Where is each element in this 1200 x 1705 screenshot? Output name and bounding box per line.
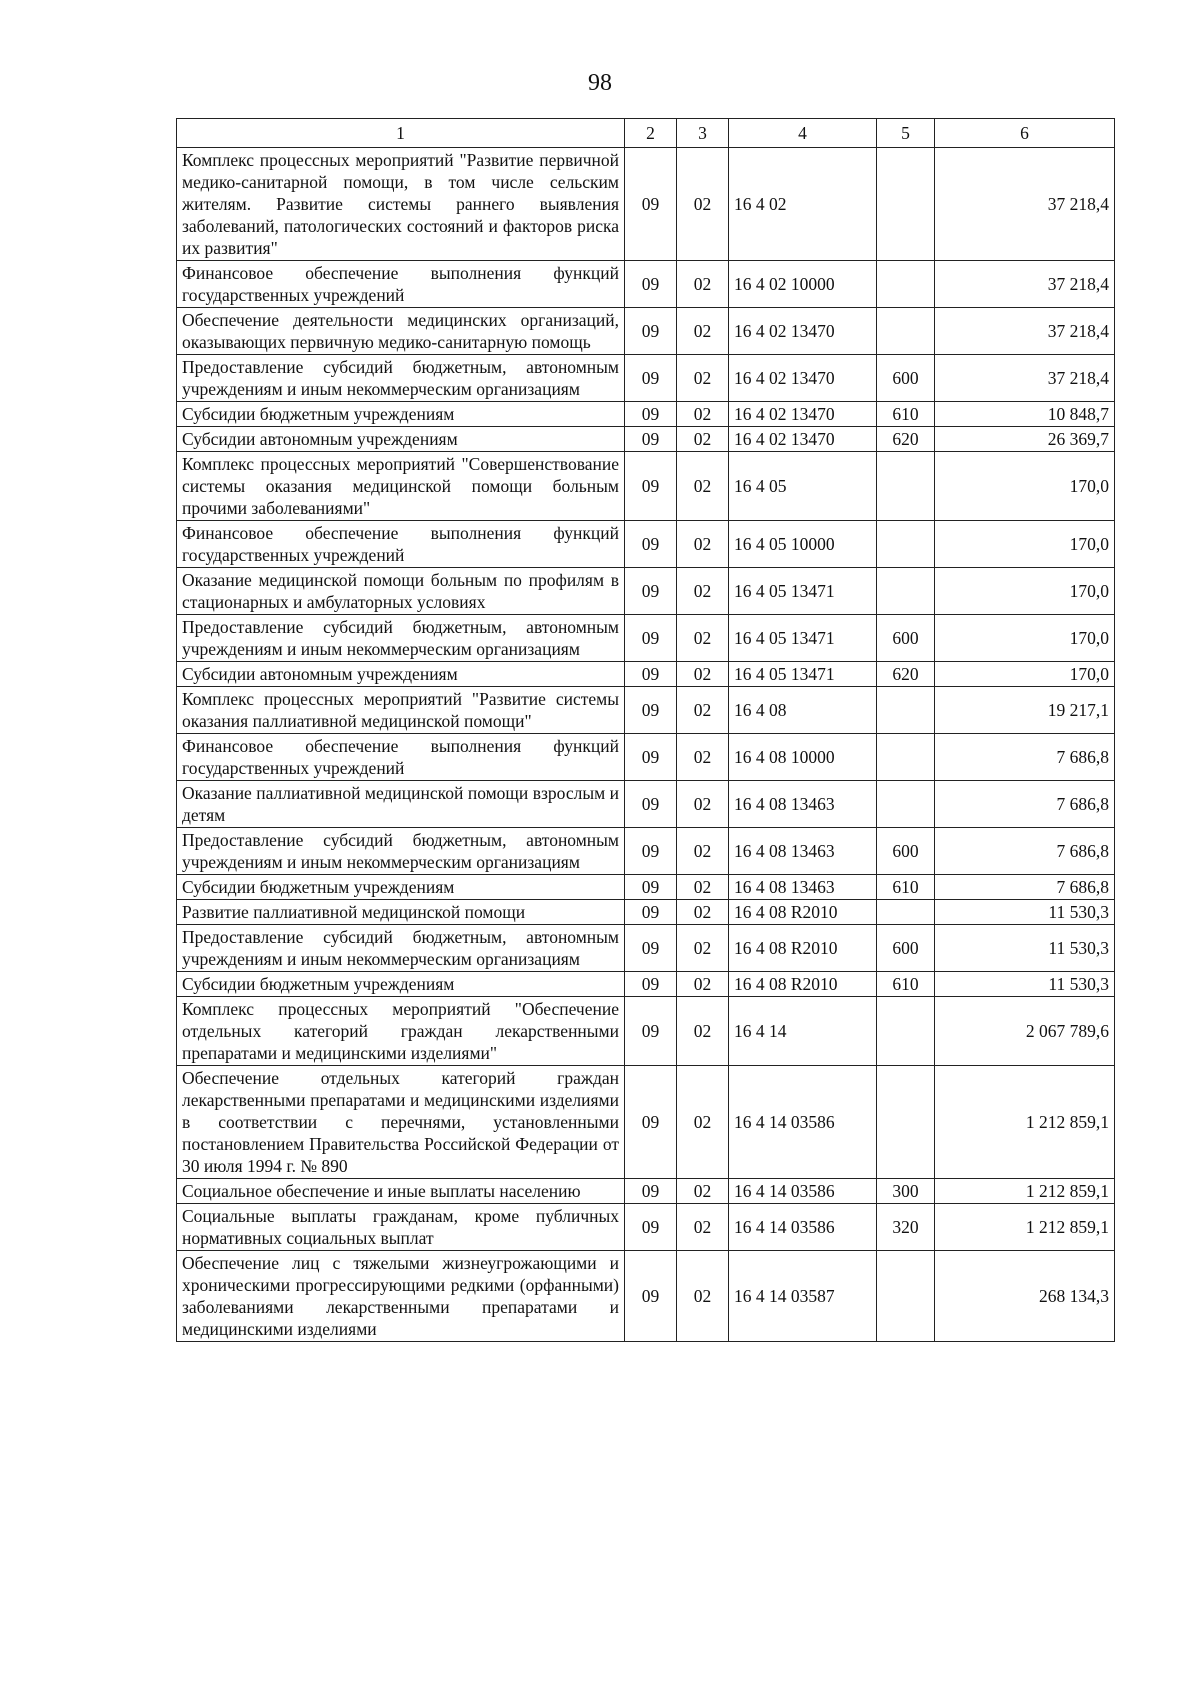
row-subsection-code: 02: [677, 734, 729, 781]
row-subsection-code: 02: [677, 1179, 729, 1204]
row-subsection-code: 02: [677, 781, 729, 828]
row-target-article: 16 4 08 10000: [729, 734, 877, 781]
row-expense-type: [877, 148, 935, 261]
table-row: [177, 261, 1115, 308]
table-row: [177, 148, 1115, 261]
row-target-article: 16 4 02 13470: [729, 308, 877, 355]
row-amount: 26 369,7: [935, 427, 1115, 452]
row-subsection-code: 02: [677, 308, 729, 355]
row-subsection-code: 02: [677, 875, 729, 900]
row-expense-type: 610: [877, 972, 935, 997]
row-amount: 19 217,1: [935, 687, 1115, 734]
row-section-code: 09: [625, 1179, 677, 1204]
row-target-article: 16 4 02 13470: [729, 402, 877, 427]
row-subsection-code: 02: [677, 1066, 729, 1179]
row-expense-type: 600: [877, 615, 935, 662]
row-amount: 7 686,8: [935, 734, 1115, 781]
table-row: [177, 1179, 1115, 1204]
row-target-article: 16 4 02 13470: [729, 355, 877, 402]
row-target-article: 16 4 08 R2010: [729, 900, 877, 925]
row-name: Комплекс процессных мероприятий "Развитие системы оказания паллиативной медицинской помощи": [177, 687, 625, 734]
row-subsection-code: 02: [677, 1251, 729, 1342]
row-name: Финансовое обеспечение выполнения функций государственных учреждений: [177, 521, 625, 568]
row-subsection-code: 02: [677, 662, 729, 687]
row-expense-type: [877, 900, 935, 925]
row-section-code: 09: [625, 148, 677, 261]
row-expense-type: 620: [877, 427, 935, 452]
row-expense-type: 300: [877, 1179, 935, 1204]
row-name: Предоставление субсидий бюджетным, автономным учреждениям и иным некоммерческим организациям: [177, 828, 625, 875]
row-expense-type: [877, 261, 935, 308]
row-section-code: 09: [625, 875, 677, 900]
row-amount: 170,0: [935, 568, 1115, 615]
row-section-code: 09: [625, 828, 677, 875]
table-row: [177, 615, 1115, 662]
row-name: Социальное обеспечение и иные выплаты населению: [177, 1179, 625, 1204]
row-name: Комплекс процессных мероприятий "Совершенствование системы оказания медицинской помощи больным прочими заболеваниями": [177, 452, 625, 521]
row-amount: 2 067 789,6: [935, 997, 1115, 1066]
row-amount: 11 530,3: [935, 972, 1115, 997]
row-section-code: 09: [625, 452, 677, 521]
table-row: [177, 452, 1115, 521]
row-section-code: 09: [625, 355, 677, 402]
row-section-code: 09: [625, 427, 677, 452]
row-expense-type: 610: [877, 875, 935, 900]
table-row: [177, 828, 1115, 875]
budget-table: [176, 118, 1115, 1342]
row-expense-type: 600: [877, 828, 935, 875]
row-name: Субсидии бюджетным учреждениям: [177, 972, 625, 997]
row-amount: 1 212 859,1: [935, 1066, 1115, 1179]
table-row: [177, 1251, 1115, 1342]
row-expense-type: 600: [877, 355, 935, 402]
row-section-code: 09: [625, 997, 677, 1066]
row-name: Обеспечение отдельных категорий граждан лекарственными препаратами и медицинскими изделиями в соответствии с перечнями, установленными постановлением Правительства Российской Федерации от 30 июля 1994 г. № 890: [177, 1066, 625, 1179]
row-target-article: 16 4 08 13463: [729, 828, 877, 875]
row-amount: 170,0: [935, 521, 1115, 568]
row-expense-type: [877, 1251, 935, 1342]
row-subsection-code: 02: [677, 615, 729, 662]
row-expense-type: [877, 997, 935, 1066]
row-target-article: 16 4 14 03586: [729, 1066, 877, 1179]
row-name: Развитие паллиативной медицинской помощи: [177, 900, 625, 925]
header-col-1: 1: [177, 119, 625, 148]
row-target-article: 16 4 02 13470: [729, 427, 877, 452]
row-section-code: 09: [625, 568, 677, 615]
row-name: Комплекс процессных мероприятий "Обеспечение отдельных категорий граждан лекарственными препаратами и медицинскими изделиями": [177, 997, 625, 1066]
row-name: Финансовое обеспечение выполнения функций государственных учреждений: [177, 261, 625, 308]
row-target-article: 16 4 08 13463: [729, 781, 877, 828]
row-subsection-code: 02: [677, 261, 729, 308]
row-name: Комплекс процессных мероприятий "Развитие первичной медико-санитарной помощи, в том числе сельским жителям. Развитие системы раннего выявления заболеваний, патологических состояний и факторов риска их развития": [177, 148, 625, 261]
row-section-code: 09: [625, 521, 677, 568]
row-amount: 1 212 859,1: [935, 1179, 1115, 1204]
row-section-code: 09: [625, 662, 677, 687]
row-subsection-code: 02: [677, 452, 729, 521]
table-row: [177, 900, 1115, 925]
row-amount: 11 530,3: [935, 900, 1115, 925]
table-row: [177, 734, 1115, 781]
row-target-article: 16 4 14 03587: [729, 1251, 877, 1342]
row-section-code: 09: [625, 261, 677, 308]
row-name: Предоставление субсидий бюджетным, автономным учреждениям и иным некоммерческим организациям: [177, 355, 625, 402]
row-expense-type: [877, 521, 935, 568]
table-row: [177, 781, 1115, 828]
row-subsection-code: 02: [677, 521, 729, 568]
row-amount: 170,0: [935, 615, 1115, 662]
table-row: [177, 997, 1115, 1066]
row-expense-type: 320: [877, 1204, 935, 1251]
row-name: Оказание паллиативной медицинской помощи взрослым и детям: [177, 781, 625, 828]
row-section-code: 09: [625, 925, 677, 972]
row-amount: 7 686,8: [935, 828, 1115, 875]
row-subsection-code: 02: [677, 972, 729, 997]
row-section-code: 09: [625, 402, 677, 427]
row-amount: 37 218,4: [935, 261, 1115, 308]
row-expense-type: [877, 308, 935, 355]
row-section-code: 09: [625, 1204, 677, 1251]
row-subsection-code: 02: [677, 925, 729, 972]
row-subsection-code: 02: [677, 900, 729, 925]
header-col-6: 6: [935, 119, 1115, 148]
row-target-article: 16 4 05: [729, 452, 877, 521]
table-row: [177, 875, 1115, 900]
row-subsection-code: 02: [677, 1204, 729, 1251]
table-row: [177, 427, 1115, 452]
row-amount: 170,0: [935, 662, 1115, 687]
header-col-5: 5: [877, 119, 935, 148]
row-expense-type: 610: [877, 402, 935, 427]
row-amount: 268 134,3: [935, 1251, 1115, 1342]
row-target-article: 16 4 08 13463: [729, 875, 877, 900]
row-target-article: 16 4 02: [729, 148, 877, 261]
row-section-code: 09: [625, 972, 677, 997]
row-subsection-code: 02: [677, 828, 729, 875]
table-row: [177, 521, 1115, 568]
row-section-code: 09: [625, 781, 677, 828]
row-expense-type: 620: [877, 662, 935, 687]
row-target-article: 16 4 08: [729, 687, 877, 734]
row-amount: 7 686,8: [935, 781, 1115, 828]
row-target-article: 16 4 14: [729, 997, 877, 1066]
row-name: Оказание медицинской помощи больным по профилям в стационарных и амбулаторных условиях: [177, 568, 625, 615]
row-section-code: 09: [625, 308, 677, 355]
row-amount: 11 530,3: [935, 925, 1115, 972]
row-amount: 170,0: [935, 452, 1115, 521]
table-row: [177, 402, 1115, 427]
header-col-4: 4: [729, 119, 877, 148]
row-expense-type: [877, 1066, 935, 1179]
row-amount: 7 686,8: [935, 875, 1115, 900]
row-name: Предоставление субсидий бюджетным, автономным учреждениям и иным некоммерческим организациям: [177, 615, 625, 662]
row-section-code: 09: [625, 615, 677, 662]
row-subsection-code: 02: [677, 148, 729, 261]
row-subsection-code: 02: [677, 568, 729, 615]
row-expense-type: [877, 568, 935, 615]
row-section-code: 09: [625, 687, 677, 734]
row-subsection-code: 02: [677, 997, 729, 1066]
row-target-article: 16 4 08 R2010: [729, 972, 877, 997]
row-section-code: 09: [625, 1066, 677, 1179]
header-row: [177, 119, 1115, 148]
row-subsection-code: 02: [677, 402, 729, 427]
row-amount: 1 212 859,1: [935, 1204, 1115, 1251]
row-amount: 37 218,4: [935, 148, 1115, 261]
row-section-code: 09: [625, 1251, 677, 1342]
row-name: Субсидии автономным учреждениям: [177, 662, 625, 687]
row-amount: 37 218,4: [935, 355, 1115, 402]
table-row: [177, 687, 1115, 734]
header-col-3: 3: [677, 119, 729, 148]
table-row: [177, 308, 1115, 355]
table-row: [177, 1066, 1115, 1179]
row-expense-type: [877, 781, 935, 828]
row-target-article: 16 4 05 13471: [729, 568, 877, 615]
row-target-article: 16 4 08 R2010: [729, 925, 877, 972]
row-target-article: 16 4 14 03586: [729, 1204, 877, 1251]
row-amount: 10 848,7: [935, 402, 1115, 427]
row-expense-type: [877, 734, 935, 781]
page-number: 98: [588, 70, 612, 96]
row-target-article: 16 4 05 13471: [729, 662, 877, 687]
table-row: [177, 925, 1115, 972]
row-target-article: 16 4 14 03586: [729, 1179, 877, 1204]
row-amount: 37 218,4: [935, 308, 1115, 355]
row-target-article: 16 4 02 10000: [729, 261, 877, 308]
row-target-article: 16 4 05 10000: [729, 521, 877, 568]
table-row: [177, 568, 1115, 615]
row-name: Предоставление субсидий бюджетным, автономным учреждениям и иным некоммерческим организациям: [177, 925, 625, 972]
row-name: Обеспечение деятельности медицинских организаций, оказывающих первичную медико-санитарную помощь: [177, 308, 625, 355]
row-name: Социальные выплаты гражданам, кроме публичных нормативных социальных выплат: [177, 1204, 625, 1251]
table-row: [177, 662, 1115, 687]
row-name: Субсидии автономным учреждениям: [177, 427, 625, 452]
table-row: [177, 972, 1115, 997]
row-section-code: 09: [625, 900, 677, 925]
row-subsection-code: 02: [677, 427, 729, 452]
row-subsection-code: 02: [677, 355, 729, 402]
row-name: Субсидии бюджетным учреждениям: [177, 875, 625, 900]
row-name: Субсидии бюджетным учреждениям: [177, 402, 625, 427]
row-expense-type: [877, 687, 935, 734]
row-subsection-code: 02: [677, 687, 729, 734]
table-row: [177, 1204, 1115, 1251]
row-name: Обеспечение лиц с тяжелыми жизнеугрожающими и хроническими прогрессирующими редкими (орфанными) заболеваниями лекарственными препаратами и медицинскими изделиями: [177, 1251, 625, 1342]
row-section-code: 09: [625, 734, 677, 781]
header-col-2: 2: [625, 119, 677, 148]
row-expense-type: 600: [877, 925, 935, 972]
row-target-article: 16 4 05 13471: [729, 615, 877, 662]
row-expense-type: [877, 452, 935, 521]
row-name: Финансовое обеспечение выполнения функций государственных учреждений: [177, 734, 625, 781]
table-row: [177, 355, 1115, 402]
